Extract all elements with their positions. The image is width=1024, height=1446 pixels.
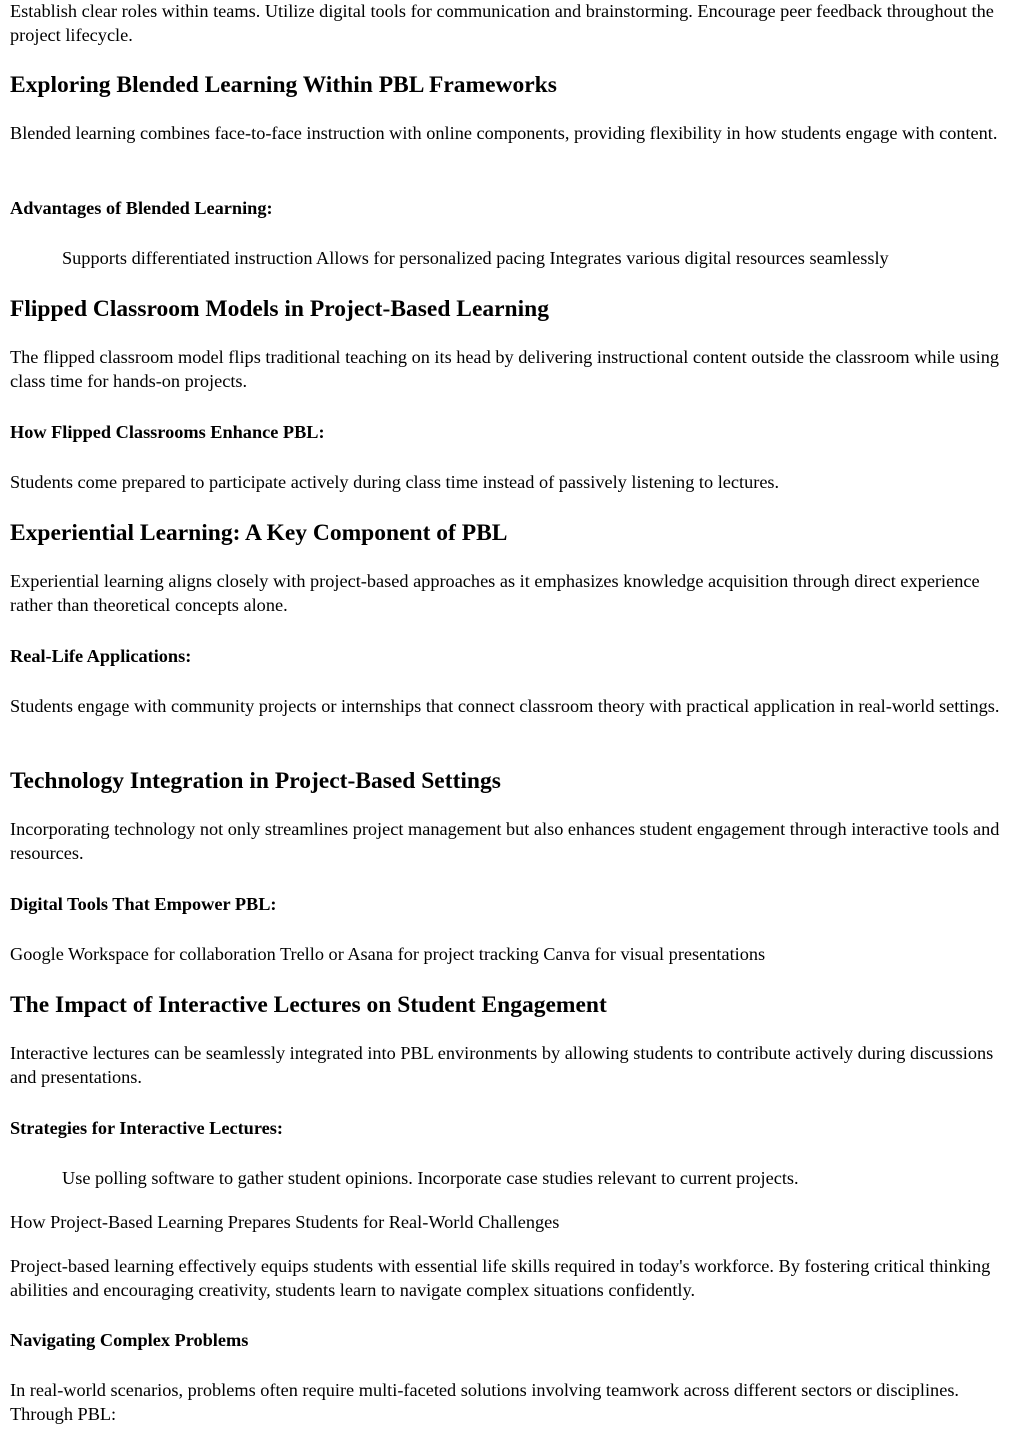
real-life-applications-paragraph: Students engage with community projects or internships that connect classroom theory with practical application in real-world settings. xyxy=(10,696,1000,716)
digital-tools-paragraph: Google Workspace for collaboration Trello or Asana for project tracking Canva for visual presentations xyxy=(10,944,766,964)
interactive-strategies-list: Use polling software to gather student opinions. Incorporate case studies relevant to current projects. xyxy=(62,1168,799,1188)
flipped-enhance-subheading: How Flipped Classrooms Enhance PBL: xyxy=(10,422,325,442)
experiential-learning-heading: Experiential Learning: A Key Component of PBL xyxy=(10,520,508,546)
blended-advantages-list: Supports differentiated instruction Allows for personalized pacing Integrates various digital resources seamlessly xyxy=(62,248,889,268)
flipped-enhance-paragraph: Students come prepared to participate actively during class time instead of passively listening to lectures. xyxy=(10,472,780,492)
interactive-lectures-paragraph: Interactive lectures can be seamlessly integrated into PBL environments by allowing students to contribute actively during discussions and presentations. xyxy=(10,1043,994,1087)
blended-learning-paragraph: Blended learning combines face-to-face instruction with online components, providing flexibility in how students engage with content. xyxy=(10,123,998,143)
navigating-problems-paragraph: In real-world scenarios, problems often require multi-faceted solutions involving teamwork across different sectors or disciplines. Through PBL: xyxy=(10,1380,960,1424)
digital-tools-subheading: Digital Tools That Empower PBL: xyxy=(10,894,277,914)
intro-paragraph: Establish clear roles within teams. Utilize digital tools for communication and brainstorming. Encourage peer feedback throughout the project lifecycle. xyxy=(10,1,994,45)
interactive-lectures-heading: The Impact of Interactive Lectures on Student Engagement xyxy=(10,992,607,1018)
interactive-strategies-subheading: Strategies for Interactive Lectures: xyxy=(10,1118,283,1138)
real-life-applications-subheading: Real-Life Applications: xyxy=(10,646,192,666)
experiential-learning-paragraph: Experiential learning aligns closely with project-based approaches as it emphasizes knowledge acquisition through direct experience rather than theoretical concepts alone. xyxy=(10,571,980,615)
flipped-classroom-heading: Flipped Classroom Models in Project-Based Learning xyxy=(10,296,549,322)
blended-learning-heading: Exploring Blended Learning Within PBL Frameworks xyxy=(10,72,557,98)
technology-integration-heading: Technology Integration in Project-Based Settings xyxy=(10,768,501,794)
blended-advantages-subheading: Advantages of Blended Learning: xyxy=(10,198,273,218)
flipped-classroom-paragraph: The flipped classroom model flips traditional teaching on its head by delivering instructional content outside the classroom while using class time for hands-on projects. xyxy=(10,347,999,391)
real-world-challenges-paragraph: Project-based learning effectively equips students with essential life skills required in today's workforce. By fostering critical thinking abilities and encouraging creativity, students learn to navigate complex situations confidently. xyxy=(10,1256,991,1300)
navigating-problems-subheading: Navigating Complex Problems xyxy=(10,1330,249,1350)
real-world-challenges-title: How Project-Based Learning Prepares Students for Real-World Challenges xyxy=(10,1212,560,1232)
technology-integration-paragraph: Incorporating technology not only streamlines project management but also enhances student engagement through interactive tools and resources. xyxy=(10,819,1000,863)
